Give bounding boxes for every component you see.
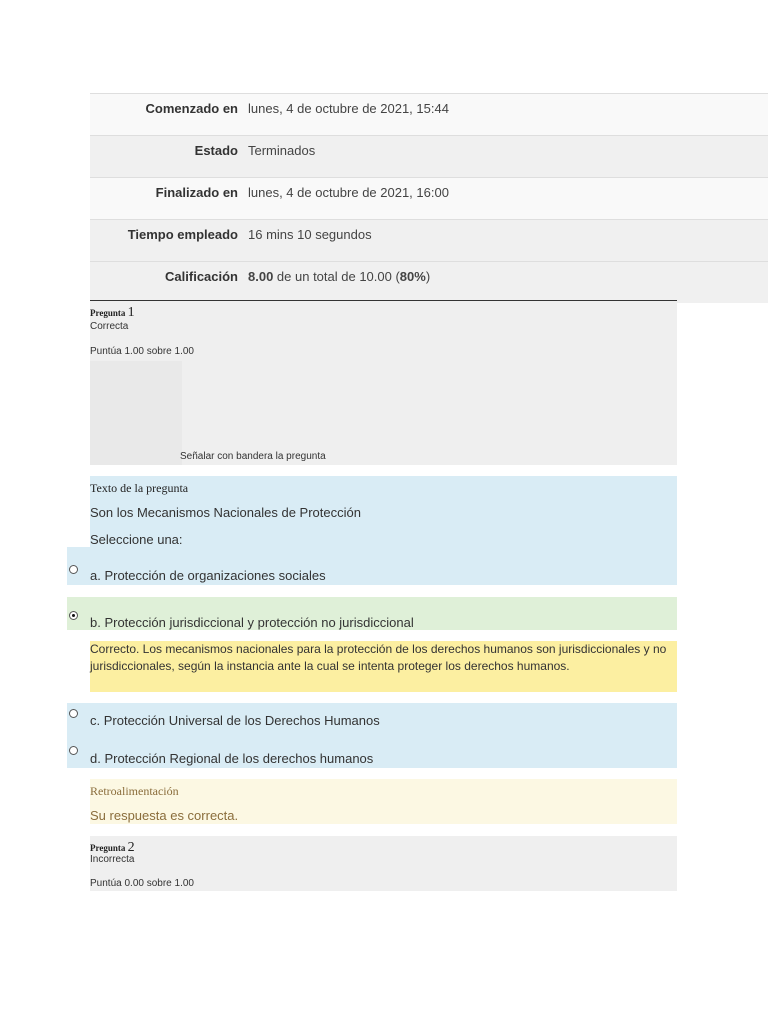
- question-text: Son los Mecanismos Nacionales de Protección: [90, 505, 361, 520]
- grade-middle: de un total de 10.00 (: [273, 269, 400, 284]
- question-prompt: Seleccione una:: [90, 532, 183, 547]
- summary-value: lunes, 4 de octubre de 2021, 16:00: [248, 185, 449, 200]
- option-b-radio[interactable]: [69, 611, 78, 620]
- flag-area: [90, 361, 182, 465]
- summary-value: lunes, 4 de octubre de 2021, 15:44: [248, 101, 449, 116]
- option-a-label[interactable]: a. Protección de organizaciones sociales: [90, 568, 326, 583]
- summary-row-state: [90, 135, 768, 177]
- flag-question-link[interactable]: Señalar con bandera la pregunta: [180, 451, 326, 462]
- grade-percent: 80%: [399, 269, 426, 284]
- summary-row-time-taken: [90, 219, 768, 261]
- question-text-heading: Texto de la pregunta: [90, 481, 189, 495]
- question-number: 1: [127, 305, 135, 320]
- summary-grade-value: [238, 262, 430, 303]
- option-d-radio[interactable]: [69, 746, 78, 755]
- option-a-radio[interactable]: [69, 565, 78, 574]
- question-number-label: [90, 305, 135, 321]
- attempt-summary-table: [90, 93, 768, 303]
- summary-label: Calificación: [165, 269, 238, 284]
- general-feedback: [90, 779, 677, 824]
- question-2-info: [90, 836, 677, 891]
- option-b-label[interactable]: b. Protección jurisdiccional y protección no jurisdiccional: [90, 615, 414, 630]
- question-1-info: [90, 300, 677, 465]
- option-c-label[interactable]: c. Protección Universal de los Derechos Humanos: [90, 713, 380, 728]
- summary-label: Estado: [194, 143, 238, 158]
- option-d-label[interactable]: d. Protección Regional de los derechos humanos: [90, 751, 374, 766]
- option-b-row[interactable]: [90, 597, 677, 630]
- question-number: 2: [127, 840, 135, 855]
- feedback-heading: Retroalimentación: [90, 784, 179, 798]
- question-prefix: Pregunta: [90, 308, 126, 318]
- summary-label: Comenzado en: [145, 101, 238, 116]
- question-grade: Puntúa 0.00 sobre 1.00: [90, 878, 194, 889]
- grade-end: ): [425, 269, 431, 284]
- summary-row-grade: [90, 261, 768, 303]
- feedback-text: Su respuesta es correcta.: [90, 808, 239, 823]
- summary-row-started: [90, 93, 768, 135]
- summary-row-finished: [90, 177, 768, 219]
- question-state: Correcta: [90, 321, 129, 332]
- question-prefix: Pregunta: [90, 843, 126, 853]
- summary-value: Terminados: [248, 143, 316, 158]
- question-state: Incorrecta: [90, 854, 135, 865]
- summary-label: Finalizado en: [155, 185, 238, 200]
- option-feedback: Correcto. Los mecanismos nacionales para la protección de los derechos humanos son jurisdiccionales y no jurisdiccionales, según la instancia ante la cual se intenta proteger los derechos humanos.: [90, 641, 677, 692]
- option-c-radio[interactable]: [69, 709, 78, 718]
- summary-value: 16 mins 10 segundos: [248, 227, 372, 242]
- grade-score: 8.00: [248, 269, 274, 284]
- summary-label: Tiempo empleado: [127, 227, 238, 242]
- question-grade: Puntúa 1.00 sobre 1.00: [90, 346, 194, 357]
